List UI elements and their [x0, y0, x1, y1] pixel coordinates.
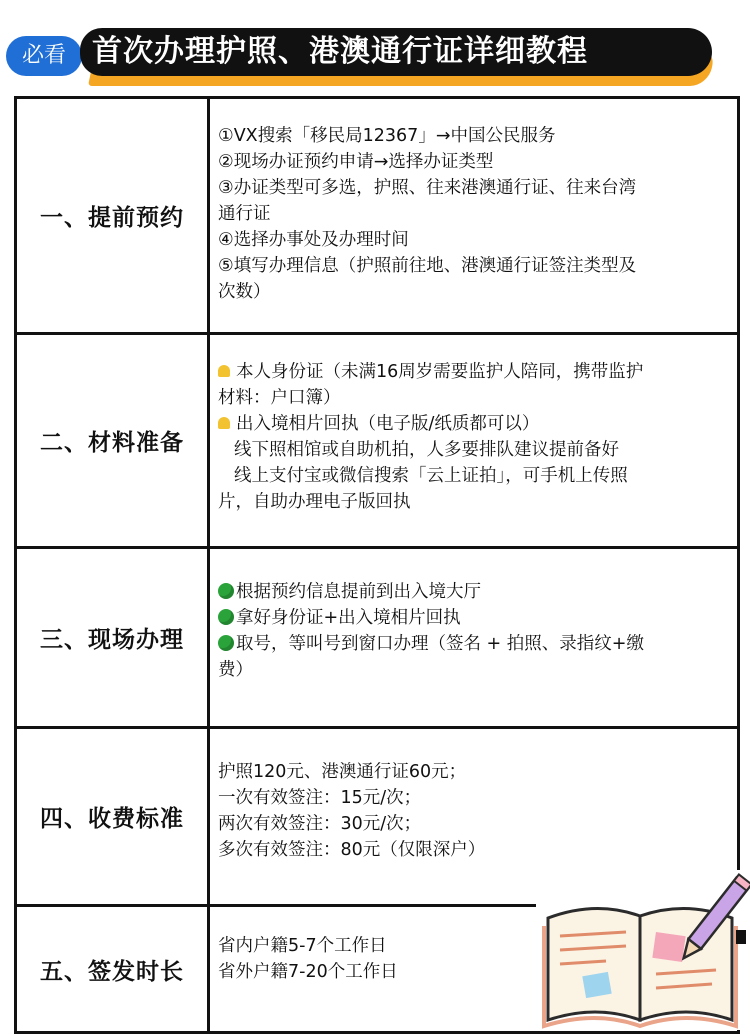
row-heading: 二、材料准备 — [17, 335, 210, 546]
table-row — [17, 549, 737, 729]
list-item: 次数） — [218, 282, 271, 302]
bell-icon — [218, 417, 230, 429]
row-heading: 五、签发时长 — [17, 907, 210, 1031]
list-item: 费） — [218, 660, 253, 680]
list-item: 通行证 — [218, 204, 271, 224]
header — [0, 0, 750, 96]
list-item: ①VX搜索「移民局12367」→中国公民服务 — [218, 126, 556, 146]
green-circle-icon — [218, 635, 234, 651]
list-item: ③办证类型可多选，护照、往来港澳通行证、往来台湾 — [218, 178, 637, 198]
list-item: ⑤填写办理信息（护照前往地、港澳通行证签注类型及 — [218, 256, 637, 276]
list-item-text: 拿好身份证+出入境相片回执 — [236, 608, 461, 628]
row-content — [210, 549, 737, 726]
list-item — [218, 579, 731, 605]
table-row — [17, 99, 737, 335]
list-item: 省外户籍7-20个工作日 — [218, 962, 398, 982]
must-see-badge: 必看 — [6, 36, 82, 76]
bell-icon — [218, 365, 230, 377]
list-item: 省内户籍5-7个工作日 — [218, 936, 387, 956]
list-item: 两次有效签注：30元/次； — [218, 814, 422, 834]
list-item — [218, 631, 731, 657]
list-item-text: 取号，等叫号到窗口办理（签名 + 拍照、录指纹+缴 — [236, 634, 644, 654]
list-item: 材料：户口簿） — [218, 388, 341, 408]
list-item-text: 根据预约信息提前到出入境大厅 — [236, 582, 481, 602]
row-content — [210, 335, 737, 546]
row-content — [210, 99, 737, 332]
list-item — [218, 359, 731, 385]
row-heading: 一、提前预约 — [17, 99, 210, 332]
row-heading: 四、收费标准 — [17, 729, 210, 904]
list-item: 多次有效签注：80元（仅限深户） — [218, 840, 486, 860]
green-circle-icon — [218, 583, 234, 599]
list-item-text: 本人身份证（未满16周岁需要监护人陪同，携带监护 — [236, 362, 644, 382]
list-item: 片，自助办理电子版回执 — [218, 492, 411, 512]
table-row — [17, 335, 737, 549]
list-item-text: 出入境相片回执（电子版/纸质都可以） — [236, 414, 540, 434]
list-item: ②现场办证预约申请→选择办证类型 — [218, 152, 494, 172]
list-item: 线上支付宝或微信搜索「云上证拍」，可手机上传照 — [234, 466, 628, 486]
list-item — [218, 411, 731, 437]
open-book-pencil-icon — [536, 870, 750, 1030]
page-title: 首次办理护照、港澳通行证详细教程 — [92, 34, 588, 69]
list-item: 一次有效签注：15元/次； — [218, 788, 422, 808]
list-item — [218, 605, 731, 631]
list-item: ④选择办事处及办理时间 — [218, 230, 409, 250]
green-circle-icon — [218, 609, 234, 625]
row-heading: 三、现场办理 — [17, 549, 210, 726]
list-item: 护照120元、港澳通行证60元； — [218, 762, 467, 782]
list-item: 线下照相馆或自助机拍，人多要排队建议提前备好 — [234, 440, 619, 460]
